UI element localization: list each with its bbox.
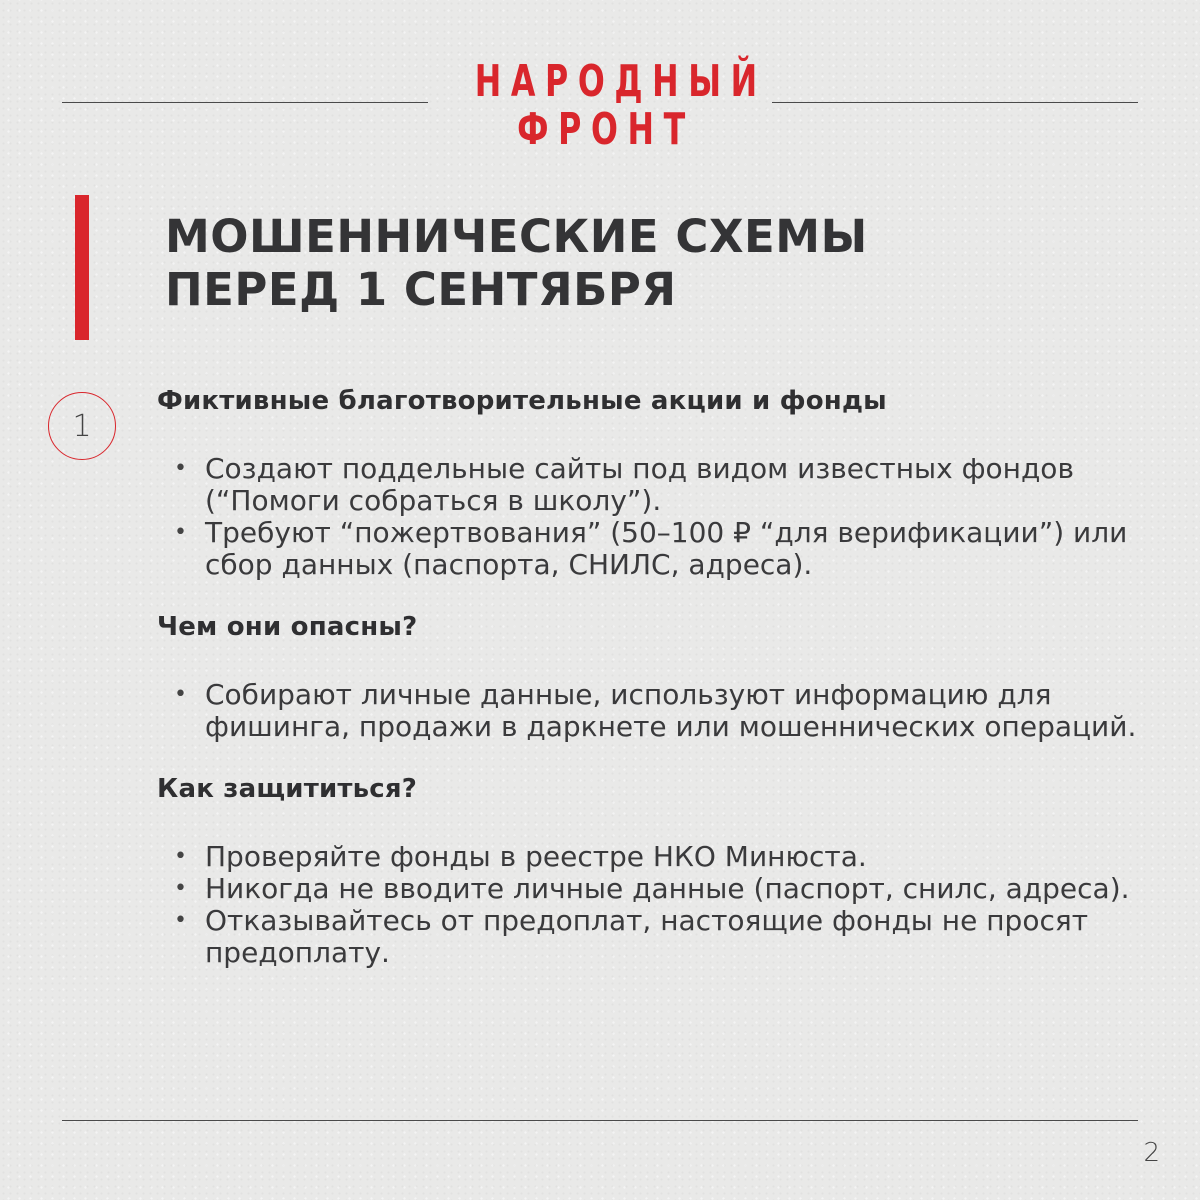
section-heading: Фиктивные благотворительные акции и фонды — [157, 386, 887, 416]
list-item-text: Требуют “пожертвования” (50–100 ₽ “для верификации”) или сбор данных (паспорта, СНИЛС, адреса). — [205, 516, 1128, 581]
list-item — [157, 841, 1137, 873]
bullet-icon: • — [174, 456, 187, 481]
brand-logo — [430, 58, 770, 154]
bullet-icon: • — [174, 520, 187, 545]
section-bullet-list — [157, 453, 1137, 581]
list-item — [157, 517, 1137, 581]
list-item-text: Проверяйте фонды в реестре НКО Минюста. — [205, 840, 867, 873]
danger-heading: Чем они опасны? — [157, 612, 418, 642]
protect-heading: Как защититься? — [157, 774, 418, 804]
logo-line-1: НАРОДНЫЙ — [474, 56, 767, 107]
section-number-badge — [48, 392, 116, 460]
list-item-text: Отказывайтесь от предоплат, настоящие фонды не просят предоплату. — [205, 904, 1088, 969]
title-line-1: МОШЕННИЧЕСКИЕ СХЕМЫ — [165, 210, 868, 263]
danger-bullet-list — [157, 679, 1137, 743]
bullet-icon: • — [174, 908, 187, 933]
list-item — [157, 453, 1137, 517]
bullet-icon: • — [174, 876, 187, 901]
list-item — [157, 873, 1137, 905]
bullet-icon: • — [174, 844, 187, 869]
list-item-text: Никогда не вводите личные данные (паспорт, снилс, адреса). — [205, 872, 1130, 905]
list-item — [157, 905, 1137, 969]
section-number: 1 — [72, 408, 92, 444]
list-item-text: Собирают личные данные, используют информацию для фишинга, продажи в даркнете или мошеннических операций. — [205, 678, 1137, 743]
bullet-icon: • — [174, 682, 187, 707]
list-item — [157, 679, 1137, 743]
page-title — [165, 210, 1125, 316]
list-item-text: Создают поддельные сайты под видом известных фондов (“Помоги собраться в школу”). — [205, 452, 1074, 517]
protect-bullet-list — [157, 841, 1137, 969]
header-divider-left — [62, 102, 428, 103]
title-line-2: ПЕРЕД 1 СЕНТЯБРЯ — [165, 263, 677, 316]
header-divider-right — [772, 102, 1138, 103]
logo-line-2: ФРОНТ — [517, 104, 695, 155]
page-number: 2 — [1143, 1138, 1160, 1168]
title-accent-bar — [75, 195, 89, 340]
footer-divider — [62, 1120, 1138, 1121]
content-body — [157, 380, 1137, 969]
